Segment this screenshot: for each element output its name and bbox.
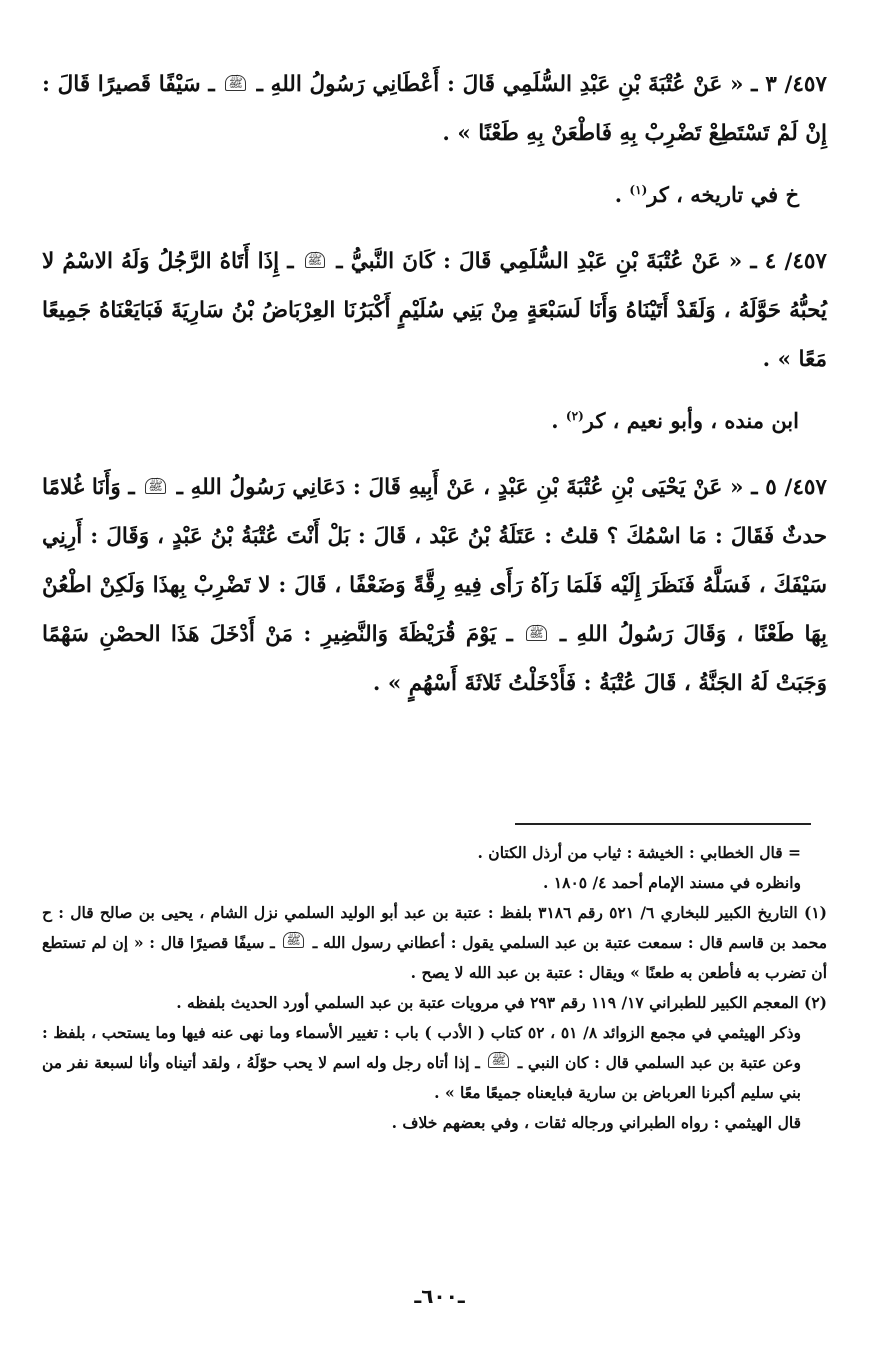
footnote-divider	[515, 823, 811, 825]
footnote-1	[42, 898, 827, 988]
main-text	[42, 60, 827, 708]
footnote-number: (٢)	[803, 993, 827, 1012]
salutation-icon: ﷺ	[145, 478, 166, 494]
footnote-continuation: وانظره في مسند الإمام أحمد ٤/ ١٨٠٥ .	[543, 873, 801, 892]
salutation-icon: ﷺ	[225, 75, 246, 91]
hadith-4	[42, 237, 827, 384]
hadith-5	[42, 463, 827, 708]
footnote-continuation: = قال الخطابي : الخيشة : ثياب من أرذل الكتان .	[477, 843, 801, 862]
hadith-number: ٤٥٧/ ٣ ـ	[751, 72, 827, 97]
hadith-number: ٤٥٧/ ٤ ـ	[750, 249, 827, 274]
footnote-text: ـ إذا أتاه رجل وله اسم لا يحب حوّلَهُ ، ولقد أتيناه وأنا لسبعة نفر من بني سليم أكبرنا العرباض بن سارية فبايعناه جميعًا معًا » .	[42, 1053, 801, 1102]
footnote-text: المعجم الكبير للطبراني ١٧/ ١١٩ رقم ٢٩٣ في مرويات عتبة بن عبد السلمي أورد الحديث بلفظه .	[176, 993, 799, 1012]
hadith-text: ـ إِذَا أَتَاهُ الرَّجُلُ وَلَهُ الاسْمُ لا يُحبُّهُ حَوَّلَهُ ، وَلَقَدْ أَتَيْنَاهُ وَأَنَا لَسَبْعَةٍ مِنْ بَنِي سُلَيْمٍ أَكْبَرُنَا العِرْبَاضُ بْنُ سَارِيَةَ فَبَايَعْنَاهُ جَمِيعًا مَعًا » .	[42, 249, 827, 372]
salutation-icon: ﷺ	[305, 252, 326, 268]
hadith-source: ابن منده ، وأبو نعيم ، كر$^{(٢)}$ .	[551, 408, 799, 433]
hadith-text: ـ يَوْمَ قُرَيْظَةَ وَالنَّضِيرِ : مَنْ أَدْخَلَ هَذَا الحصْنِ سَهْمًا وَجَبَتْ لَهُ الجَنَّةُ ، قَالَ عُتْبَةُ : فَأَدْخَلْتُ ثَلاثَةَ أَسْهُمٍ » .	[42, 622, 827, 696]
hadith-3	[42, 60, 827, 158]
footnote-2	[42, 988, 827, 1018]
hadith-text: « عَنْ عُتْبَةَ بْنِ عَبْدِ السُّلَمِي قَالَ : أَعْطَانِي رَسُولُ اللهِ ـ	[256, 72, 744, 97]
footnote-2-continued	[42, 1018, 827, 1108]
hadith-text: ـ وَأَنَا غُلامًا حدثٌ فَقَالَ : مَا اسْمُكَ ؟ قلتُ : عَتَلَةُ بْنُ عَبْد ، قَالَ : بَلْ أَنْتَ عُتْبَةُ بْنُ عَبْدٍ ، وَقَالَ : أَرِنِي سَيْفَكَ ، فَسَلَّهُ فَنَظَرَ إِلَيْه فَلَمَا رَآهُ رَأَى فِيهِ رِقَّةً وَضَعْفًا ، قَالَ : لا تَضْرِبْ بِهذَا وَلَكِنْ اطْعُنْ بِهَا طَعْنًا ، وَقَالَ رَسُولُ اللهِ ـ	[42, 475, 827, 647]
hadith-text: ـ سَيْفًا قَصيرًا قَالَ : إِنْ لَمْ تَسْتَطِعْ تَضْرِبْ بِهِ فَاطْعَنْ بِهِ طَعْنًا » .	[42, 72, 827, 146]
footnote-ref: (١)	[629, 183, 648, 197]
salutation-icon: ﷺ	[488, 1052, 509, 1068]
source-text: خ في تاريخه ، كر	[647, 182, 799, 207]
salutation-icon: ﷺ	[526, 625, 547, 641]
hadith-number: ٤٥٧/ ٥ ـ	[751, 475, 827, 500]
footnote-number: (١)	[803, 903, 827, 922]
footnote-text: ـ سيفًا قصيرًا قال : « إن لم تستطع أن تضرب به فأطعن به طعنًا » ويقال : عتبة بن عبد الله لا يصح .	[42, 933, 827, 982]
footnotes	[42, 838, 827, 1138]
footnote-text: وذكر الهيثمي في مجمع الزوائد ٨/ ٥١ ، ٥٢ كتاب ( الأدب ) باب : تغيير الأسماء وما نهى عنه فيها وما يستحب ، بلفظ : وعن عتبة بن عبد السلمي قال : كان النبي ـ	[42, 1023, 801, 1072]
footnote-2-closing: قال الهيثمي : رواه الطبراني ورجاله ثقات ، وفي بعضهم خلاف .	[391, 1113, 801, 1132]
hadith-text: « عَنْ عُتْبَةَ بْنِ عَبْدِ السُّلَمِي قَالَ : كَانَ النَّبيُّ ـ	[336, 249, 743, 274]
footnote-ref: (٢)	[565, 409, 584, 423]
page-number: ـ٦٠٠ـ	[414, 1284, 465, 1308]
footnote-text: التاريخ الكبير للبخاري ٦/ ٥٢١ رقم ٣١٨٦ بلفظ : عتبة بن عبد أبو الوليد السلمي نزل الشام ، يحيى بن صالح قال : ح محمد بن قاسم قال : سمعت عتبة بن عبد السلمي يقول : أعطاني رسول الله ـ	[42, 903, 828, 952]
source-text: ابن منده ، وأبو نعيم ، كر	[583, 408, 799, 433]
salutation-icon: ﷺ	[283, 932, 304, 948]
hadith-source: خ في تاريخه ، كر$^{(١)}$ .	[614, 182, 799, 207]
hadith-text: « عَنْ يَحْيَى بْنِ عُتْبَةَ بْنِ عَبْدٍ ، عَنْ أَبِيهِ قَالَ : دَعَانِي رَسُولُ اللهِ ـ	[176, 475, 744, 500]
